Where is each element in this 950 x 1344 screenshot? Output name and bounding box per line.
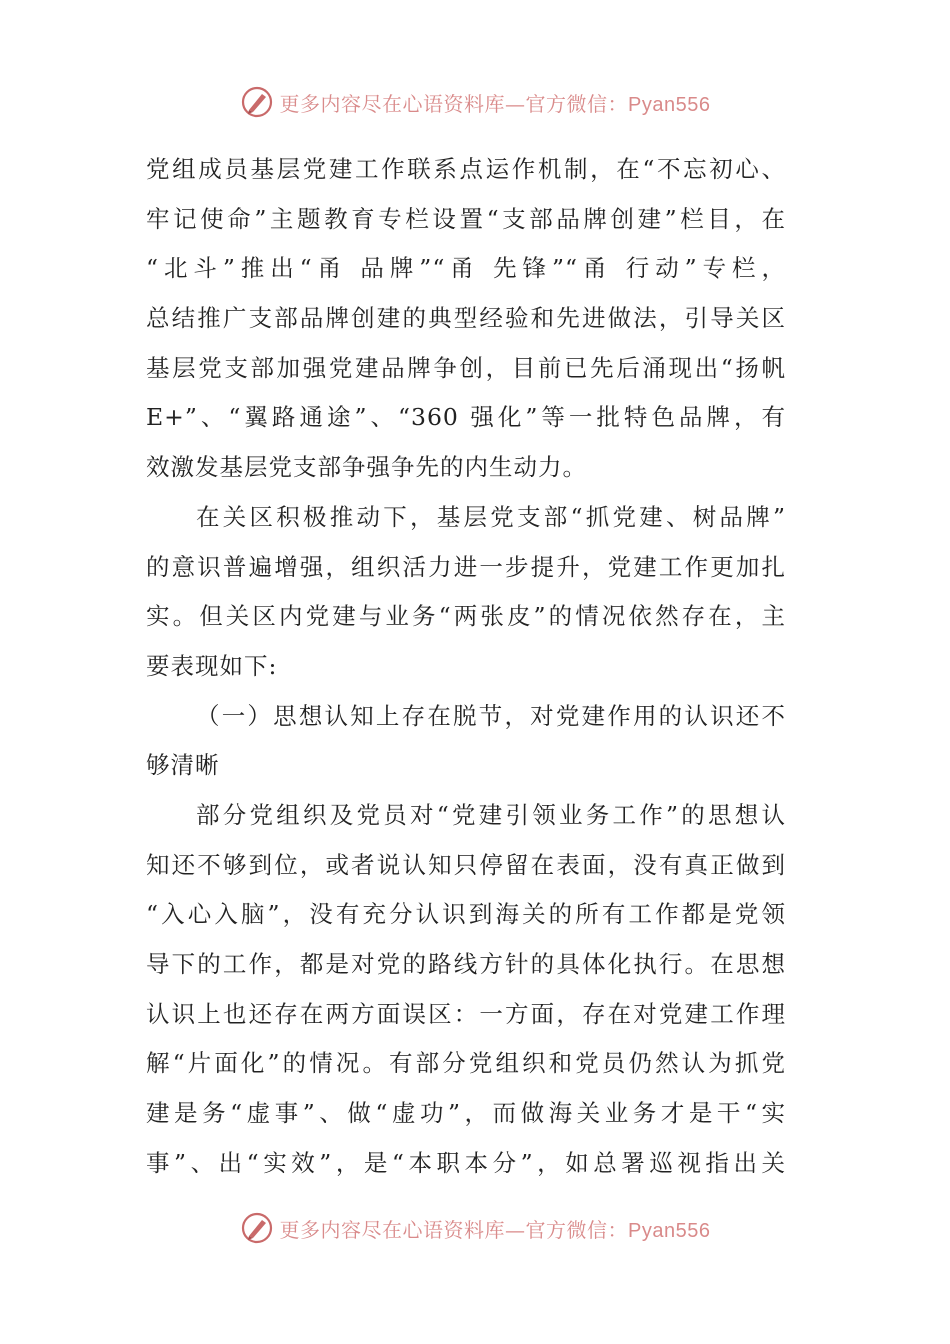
paragraph-first-line: 在关区积极推动下，基层党支部“抓党建、树品牌” xyxy=(196,502,786,531)
pen-logo-icon xyxy=(240,85,274,119)
text-line: E+”、“翼路通途”、“360 强化”等一批特色品牌，有 xyxy=(146,403,786,432)
text-line: 要表现如下: xyxy=(146,651,278,680)
footer-watermark-banner xyxy=(0,1208,950,1248)
text-line: “北斗”推出“甬 品牌”“甬 先锋”“甬 行动”专栏， xyxy=(146,254,786,283)
paragraph-first-line: 部分党组织及党员对“党建引领业务工作”的思想认 xyxy=(196,800,786,829)
text-line: 事”、出“实效”，是“本职本分”，如总署巡视指出关 xyxy=(146,1148,786,1177)
watermark-text: 更多内容尽在心语资料库—官方微信：Pyan556 xyxy=(279,91,711,116)
section-heading: （一）思想认知上存在脱节，对党建作用的认识还不 xyxy=(196,701,786,730)
text-line: 党组成员基层党建工作联系点运作机制，在“不忘初心、 xyxy=(146,155,786,183)
watermark-text: 更多内容尽在心语资料库—官方微信：Pyan556 xyxy=(279,1217,711,1242)
text-line: 总结推广支部品牌创建的典型经验和先进做法，引导关区 xyxy=(146,304,786,333)
section-heading-continued: 够清晰 xyxy=(146,751,220,780)
text-line: 牢记使命”主题教育专栏设置“支部品牌创建”栏目，在 xyxy=(146,204,786,233)
text-line: 的意识普遍增强，组织活力进一步提升，党建工作更加扎 xyxy=(146,552,786,581)
text-line: 建是务“虚事”、做“虚功”，而做海关业务才是干“实 xyxy=(146,1099,786,1128)
text-line: 实。但关区内党建与业务“两张皮”的情况依然存在，主 xyxy=(146,602,786,631)
document-body xyxy=(146,145,786,1188)
text-line: 效激发基层党支部争强争先的内生动力。 xyxy=(146,453,587,482)
text-line: 导下的工作，都是对党的路线方针的具体化执行。在思想 xyxy=(146,950,786,978)
text-line: 解“片面化”的情况。有部分党组织和党员仍然认为抓党 xyxy=(146,1049,786,1078)
text-line: “入心入脑”，没有充分认识到海关的所有工作都是党领 xyxy=(146,900,786,929)
text-line: 认识上也还存在两方面误区：一方面，存在对党建工作理 xyxy=(146,999,786,1028)
pen-logo-icon xyxy=(240,1211,274,1245)
text-line: 基层党支部加强党建品牌争创，目前已先后涌现出“扬帆 xyxy=(146,353,786,382)
header-watermark-banner xyxy=(0,82,950,122)
text-line: 知还不够到位，或者说认知只停留在表面，没有真正做到 xyxy=(146,850,786,879)
